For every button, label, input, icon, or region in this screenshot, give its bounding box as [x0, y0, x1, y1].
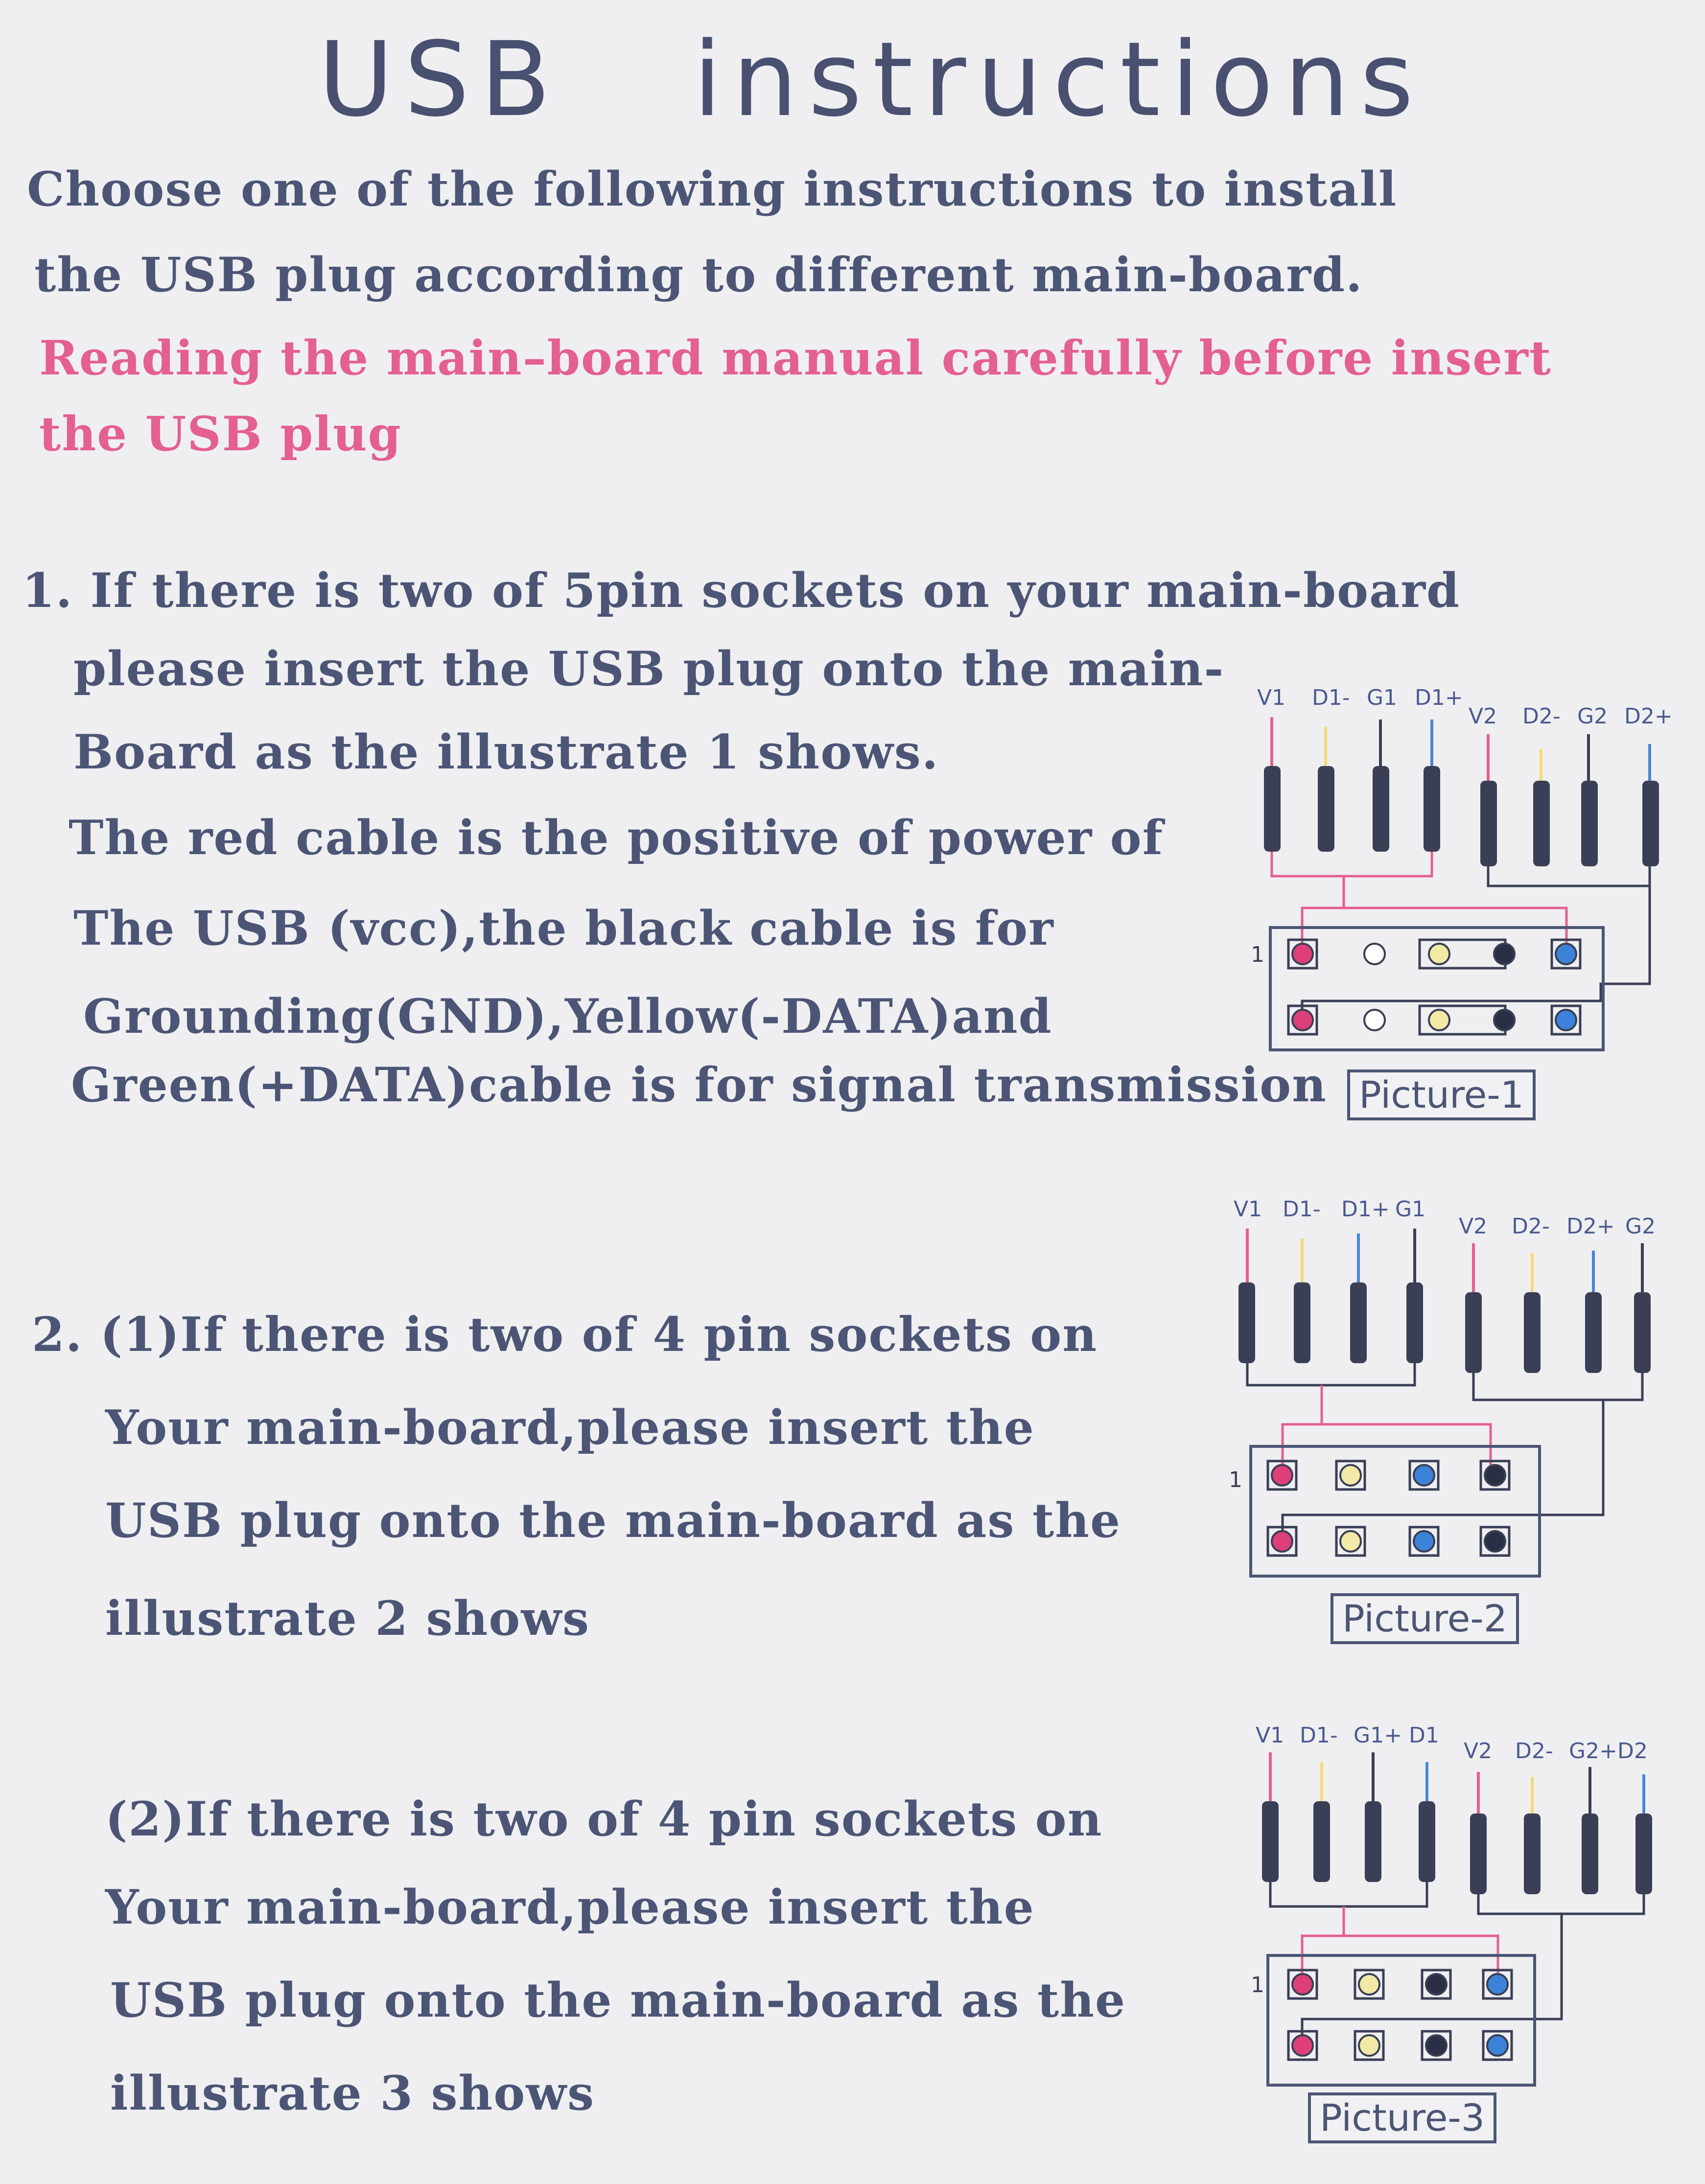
section3-line-1: (2)If there is two of 4 pin sockets on: [105, 1791, 1103, 1847]
p1-label-d1plus: D1+: [1415, 685, 1463, 710]
p2-pin1-marker: 1: [1229, 1467, 1242, 1492]
page-title: USB instructions: [318, 20, 1425, 139]
p2-label-d1plus: D1+: [1341, 1197, 1390, 1222]
p1-label-v1: V1: [1257, 685, 1286, 710]
p3-label-d2minus: D2-: [1515, 1739, 1553, 1764]
section3-line-3: USB plug onto the main-board as the: [110, 1973, 1126, 2028]
p3-label-g2plusd2: G2+D2: [1569, 1739, 1648, 1764]
p3-pin1-marker: 1: [1251, 1973, 1264, 1998]
p1-label-g1: G1: [1367, 685, 1398, 710]
p2-label-d2plus: D2+: [1566, 1214, 1615, 1239]
section3-line-2: Your main-board,please insert the: [105, 1880, 1035, 1935]
p1-label-d2minus: D2-: [1522, 704, 1561, 729]
section2-line-4: illustrate 2 shows: [105, 1591, 590, 1646]
p2-label-d2minus: D2-: [1512, 1214, 1550, 1239]
section1-line-3: Board as the illustrate 1 shows.: [73, 724, 939, 780]
section3-line-4: illustrate 3 shows: [110, 2066, 595, 2121]
p1-label-d2plus: D2+: [1624, 704, 1673, 729]
intro-line-2: the USB plug according to different main-board.: [34, 247, 1363, 302]
section1-line-5: The USB (vcc),the black cable is for: [73, 901, 1054, 956]
warning-line-2: the USB plug: [39, 406, 402, 462]
picture-2-caption: Picture-2: [1331, 1593, 1519, 1644]
p1-label-v2: V2: [1469, 704, 1497, 729]
section2-line-3: USB plug onto the main-board as the: [105, 1493, 1121, 1548]
p2-label-v2: V2: [1459, 1214, 1488, 1239]
p2-label-g1: G1: [1395, 1197, 1426, 1222]
p3-label-d1minus: D1-: [1300, 1723, 1338, 1748]
p1-label-g2: G2: [1577, 704, 1608, 729]
section1-line-7: Green(+DATA)cable is for signal transmission: [71, 1057, 1327, 1113]
p2-label-d1minus: D1-: [1283, 1197, 1321, 1222]
p3-label-g1plus: G1+: [1354, 1723, 1402, 1748]
p1-label-d1minus: D1-: [1312, 685, 1350, 710]
intro-line-1: Choose one of the following instructions to install: [27, 162, 1398, 217]
section1-line-2: please insert the USB plug onto the main-: [73, 641, 1225, 697]
picture-3-caption: Picture-3: [1308, 2092, 1496, 2143]
section1-line-6: Grounding(GND),Yellow(-DATA)and: [83, 989, 1052, 1044]
section2-line-1: 2. (1)If there is two of 4 pin sockets on: [32, 1307, 1098, 1362]
picture-1-caption: Picture-1: [1347, 1069, 1536, 1120]
p3-label-v2: V2: [1464, 1739, 1493, 1764]
section1-line-4: The red cable is the positive of power of: [69, 810, 1164, 865]
p2-label-v1: V1: [1234, 1197, 1262, 1222]
section2-line-2: Your main-board,please insert the: [105, 1400, 1035, 1455]
warning-line-1: Reading the main–board manual carefully before insert: [39, 330, 1552, 386]
p1-pin1-marker: 1: [1251, 942, 1264, 967]
p3-label-v1: V1: [1256, 1723, 1285, 1748]
p2-label-g2: G2: [1625, 1214, 1656, 1239]
section1-line-1: 1. If there is two of 5pin sockets on your main-board: [22, 563, 1461, 618]
p3-label-d1: D1: [1409, 1723, 1439, 1748]
